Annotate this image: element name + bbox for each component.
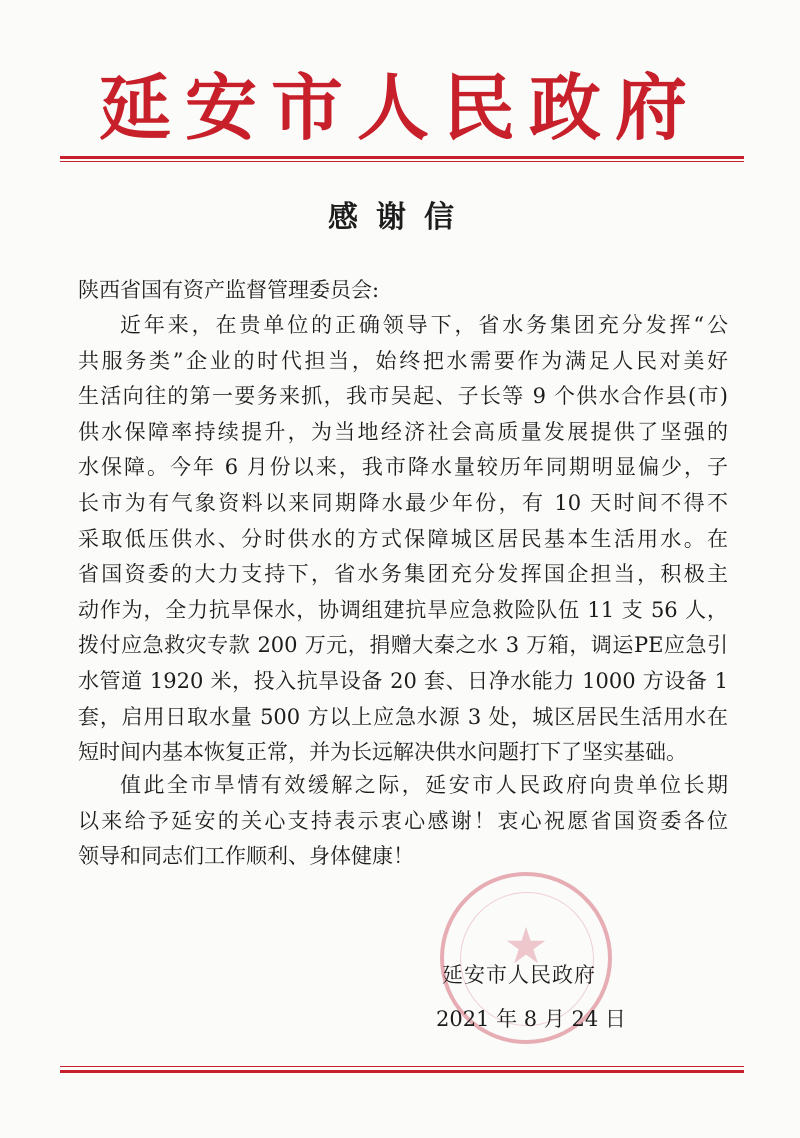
- paragraph-line: 长市为有气象资料以来同期降水最少年份，有 10 天时间不得不: [78, 490, 728, 515]
- letterhead-title: 延安市人民政府: [98, 65, 701, 150]
- footer-rule-thin: [60, 1066, 744, 1067]
- letterhead-rule-thin: [60, 161, 744, 162]
- paragraph-line: 省国资委的大力支持下，省水务集团充分发挥国企担当，积极主: [78, 562, 728, 587]
- signature-date: 2021 年 8 月 24 日: [436, 1007, 626, 1031]
- paragraph-line: 领导和同志们工作顺利、身体健康！: [78, 844, 414, 869]
- salutation: 陕西省国有资产监督管理委员会:: [78, 278, 380, 302]
- paragraph-line: 以来给予延安的关心支持表示衷心感谢！衷心祝愿省国资委各位: [78, 808, 728, 833]
- paragraph-line: 短时间内基本恢复正常，并为长远解决供水问题打下了坚实基础。: [78, 740, 687, 765]
- footer-rule-thick: [60, 1070, 744, 1073]
- paragraph-line: 套，启用日取水量 500 方以上应急水源 3 处，城区居民生活用水在: [78, 704, 728, 729]
- body-paragraph-2: [78, 768, 728, 875]
- body-paragraph-1: [78, 308, 728, 771]
- paragraph-line: 共服务类”企业的时代担当，始终把水需要作为满足人民对美好: [78, 348, 728, 373]
- letterhead-rule-thick: [60, 156, 744, 159]
- seal-star-icon: ★: [503, 917, 549, 975]
- paragraph-line: 动作为，全力抗旱保水，协调组建抗旱应急救险队伍 11 支 56 人，: [78, 597, 728, 622]
- paragraph-line: 拨付应急救灾专款 200 万元，捐赠大秦之水 3 万箱，调运PE应急引: [78, 633, 728, 658]
- signature-organization: 延安市人民政府: [442, 963, 596, 987]
- paragraph-line: 水保障。今年 6 月份以来，我市降水量较历年同期明显偏少，子: [78, 455, 728, 480]
- paragraph-line: 值此全市旱情有效缓解之际，延安市人民政府向贵单位长期: [120, 773, 728, 797]
- paragraph-line: 近年来，在贵单位的正确领导下，省水务集团充分发挥“公: [120, 313, 728, 337]
- paragraph-line: 供水保障率持续提升，为当地经济社会高质量发展提供了坚强的: [78, 419, 728, 444]
- letter-title: 感谢信: [328, 200, 472, 235]
- paragraph-line: 生活向往的第一要务来抓，我市吴起、子长等 9 个供水合作县(市): [78, 384, 728, 409]
- paragraph-line: 采取低压供水、分时供水的方式保障城区居民基本生活用水。在: [78, 526, 728, 551]
- paragraph-line: 水管道 1920 米，投入抗旱设备 20 套、日净水能力 1000 方设备 1: [78, 668, 728, 693]
